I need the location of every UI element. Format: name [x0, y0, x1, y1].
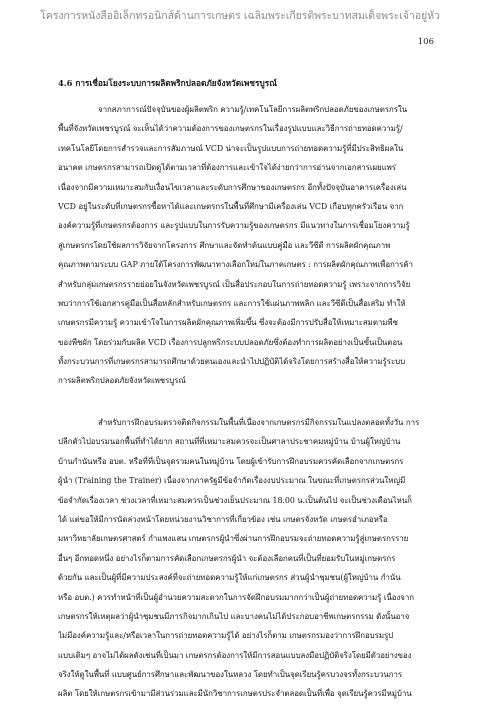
paragraph-line: สำหรับกลุ่มเกษตรกรรายย่อยในจังหวัดเพชรบูรณ์ เป็นสื่อประกอบในการถ่ายทอดความรู้ เพราะจากการวิจัย	[58, 279, 411, 289]
paragraph-line: ผลิต โดยให้เกษตรกรเข้ามามีส่วนร่วมและมีนักวิชาการเกษตรประจำตลอดเป็นที่เพื่อ จุดเรียนรู้ควรมีหมู่บ้าน	[58, 689, 412, 699]
paragraph-line: ไม่มีองค์ความรู้และ/หรือเวลาในการถ่ายทอดความรู้ได้ อย่างไรก็ตาม เกษตรกรมองว่าการฝึกอบรมรูป	[58, 631, 394, 641]
paragraph-line: มหาวิทยาลัยเกษตรศาสตร์ กำแพงแสน เกษตรกรผู้นำซึ่งผ่านการฝึกอบรมจะถ่ายทอดความรู้สู่เกษตรกรราย	[58, 534, 409, 544]
paragraph-line: เกษตรกรมีความรู้ ความเข้าใจในการผลิตผักคุณภาพเพิ่มขึ้น ซึ่งจะต้องมีการปรับสื่อให้เหมาะสมตามพืช	[58, 318, 398, 328]
paragraph-line: คุณภาพตามระบบ GAP ภายใต้โครงการพัฒนาทางเลือกใหม่ในภาคเกษตร : การผลิตผักคุณภาพเพื่อการค้า	[58, 260, 413, 270]
paragraph-line: เกษตรกรให้เหตุผลว่าผู้นำชุมชนมีภารกิจมากเกินไป และบางคนไม่ได้ประกอบอาชีพเกษตรกรรม ดังนั้นอาจ	[58, 611, 410, 621]
paragraph-line: สู่เกษตรกรโดยใช้ผลการวิจัยจากโครงการ ศึกษาและจัดทำต้นแบบคู่มือ และวีซีดี การผลิตผักคุณภาพ	[58, 240, 391, 250]
paragraph-line: เนื่องจากมีความเหมาะสมกับเงื่อนไขเวลาและระดับการศึกษาของเกษตรกร อีกทั้งปัจจุบันอาคารเครื่องเล่น	[58, 182, 407, 192]
paragraph-line: จริงให้ดูในพื้นที่ แบบศูนย์การศึกษาและพัฒนาของในหลวง โดยทำเป็นจุดเรียนรู้ครบวงจรทั้งกระบวนการ	[58, 670, 403, 680]
paragraph-line: ด้วยกัน และเป็นผู้ที่มีความประสงค์ที่จะถ่ายทอดความรู้ให้แก่เกษตรกร ส่วนผู้นำชุมชน(ผู้ใหญ่บ้าน กำนัน	[58, 573, 401, 583]
paragraph-line: พบว่าการใช้เอกสารคู่มือเป็นสื่อหลักสำหรับเกษตรกร และการใช้แผ่นภาพพลิก และวีซีดีเป็นสื่อเสริม ทำให้	[58, 298, 406, 308]
paragraph-line: หรือ อบต.) ควรทำหน้าที่เป็นผู้อำนวยความสะดวกในการจัดฝึกอบรมมากกว่าเป็นผู้ถ่ายทอดความรู้ เนื่องจาก	[58, 592, 414, 602]
paragraph-line: พื้นที่จังหวัดเพชรบูรณ์ จะเห็นได้ว่าความต้องการของเกษตรกรในเรื่องรูปแบบและวิธีการถ่ายทอดความรู้/	[58, 124, 403, 134]
paragraph-line: องค์ความรู้ที่เกษตรกรต้องการ และรูปแบบในการรับความรู้ของเกษตรกร มีแนวทางในการเชื่อมโยงความรู้	[58, 221, 410, 231]
body-paragraph-1	[58, 100, 438, 391]
paragraph-line: ทั้งกระบวนการที่เกษตรกรสามารถศึกษาด้วยตนเองและนำไปปฏิบัติได้จริงโดยการสร้างสื่อให้ความรู้ระบบ	[58, 357, 406, 367]
paragraph-line: ปลีกตัวไปอบรมนอกพื้นที่ทำได้ยาก สถานที่ที่เหมาะสมควรจะเป็นศาลาประชาคมหมู่บ้าน บ้านผู้ใหญ่บ้าน	[58, 437, 401, 447]
body-paragraph-2	[58, 413, 438, 704]
paragraph-line: ข้อจำกัดเรื่องเวลา ช่วงเวลาที่เหมาะสมควรเป็นช่วงเย็นประมาณ 18.00 น.เป็นต้นไป จะเป็นช่วงเดือนไหนก็	[58, 495, 412, 505]
paragraph-line: ผู้นำ (Training the Trainer) เนื่องจากภาครัฐมีข้อจำกัดเรื่องงบประมาณ ในขณะที่เกษตรกรส่วนใหญ่มี	[58, 476, 406, 486]
publication-header: โครงการหนังสืออิเล็กทรอนิกส์ด้านการเกษตร เฉลิมพระเกียรติพระบาทสมเด็จพระเจ้าอยู่หัว	[40, 10, 440, 22]
paragraph-line: การผลิตพริกปลอดภัยจังหวัดเพชรบูรณ์	[58, 376, 186, 386]
paragraph-line: สำหรับการฝึกอบรมตรวจติดกิจกรรมในพื้นที่เนื่องจากเกษตรกรมีกิจกรรมในแปลงตลอดทั้งวัน การ	[98, 418, 420, 427]
page-number: 106	[417, 37, 434, 47]
paragraph-line: แบบเดิมๆ อาจไม่ได้ผลดังเช่นที่เป็นมา เกษตรกรต้องการให้มีการสอนแบบลงมือปฏิบัติจริงโดยมีตัวอย่างของ	[58, 650, 412, 660]
paragraph-line: VCD อยู่ในระดับที่เกษตรกรซื้อหาได้และเกษตรกรในพื้นที่ศึกษามีเครื่องเล่น VCD เกือบทุกครัวเรือน จาก	[58, 201, 404, 211]
section-heading: 4.6 การเชื่อมโยงระบบการผลิตพริกปลอดภัยจังหวัดเพชรบูรณ์	[58, 78, 277, 88]
paragraph-line: ได้ แต่ขอให้มีการนัดล่วงหน้าโดยหน่วยงานวิชาการที่เกี่ยวข้อง เช่น เกษตรจังหวัด เกษตรอำเภอหรือ	[58, 514, 388, 524]
paragraph-line: อื่นๆ อีกทอดหนึ่ง อย่างไรก็ตามการคัดเลือกเกษตรกรผู้นำ จะต้องเลือกคนที่เป็นที่ยอมรับในหมู่เกษตรกร	[58, 553, 396, 563]
paragraph-line: ของพืชผัก โดยร่วมกับผลิต VCD เรื่องการปลูกพริกระบบปลอดภัยซึ่งต้องทำการผลิตอย่างเป็นขั้นเป็นตอน	[58, 337, 403, 347]
paragraph-line: จากสภาการณ์ปัจจุบันของผู้ผลิตพริก ความรู้/เทคโนโลยีการผลิตพริกปลอดภัยของเกษตรกรใน	[98, 105, 408, 114]
paragraph-line: บ้านกำนันหรือ อบต. หรือที่ที่เป็นจุดรวมคนในหมู่บ้าน โดยผู้เข้ารับการฝึกอบรมควรคัดเลือกจากเกษตรกร	[58, 456, 404, 466]
paragraph-line: เทคโนโลยีโดยการสำรวจและการสัมภาษณ์ VCD น่าจะเป็นรูปแบบการถ่ายทอดความรู้ที่มีประสิทธิผลใน	[58, 143, 404, 153]
paragraph-line: อนาคต เกษตรกรสามารถเปิดดูได้ตามเวลาที่ต้องการและเข้าใจได้ง่ายกว่าการอ่านจากเอกสารเผยแพร่	[58, 163, 396, 173]
